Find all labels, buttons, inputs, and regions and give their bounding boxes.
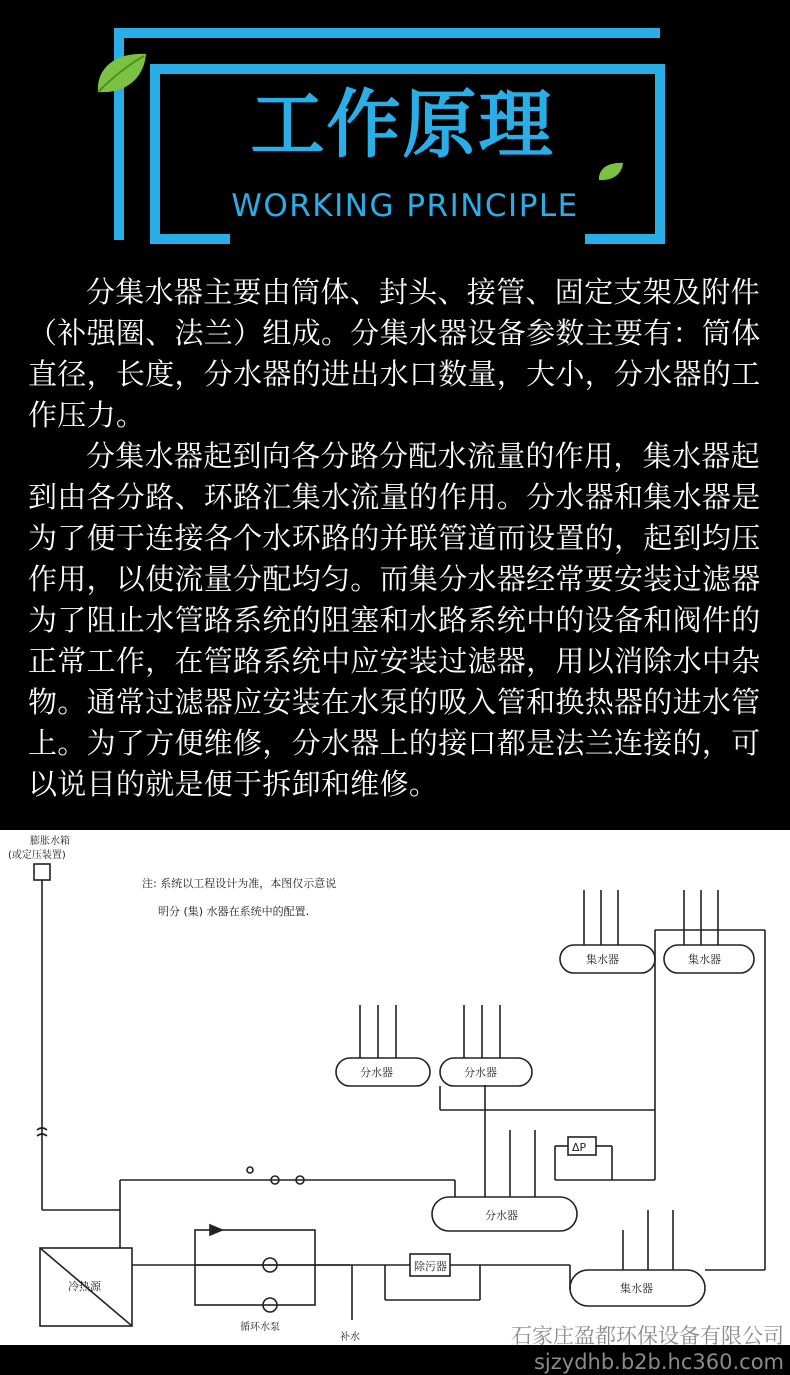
company-url: sjzydhb.b2b.hc360.com: [533, 1350, 784, 1374]
company-watermark: [511, 1323, 784, 1375]
expansion-tank: [34, 864, 50, 880]
paragraph: 分集水器主要由筒体、封头、接管、固定支架及附件（补强圈、法兰）组成。分集水器设备参数主要有：筒体直径，长度，分水器的进出水口数量，大小，分水器的工作压力。: [28, 275, 761, 432]
expansion-tank-label: 膨胀水箱: [30, 836, 70, 847]
manifold-label: 分水器: [464, 1066, 497, 1079]
leaf-icon: [92, 48, 152, 98]
page-title: 工作原理: [250, 82, 555, 168]
company-name: 石家庄盈都环保设备有限公司: [511, 1324, 784, 1348]
manifold-label: 分水器: [360, 1066, 393, 1079]
filter-label: 除污器: [414, 1260, 447, 1273]
chiller-label: 冷热源: [68, 1280, 101, 1293]
note-text: 明分 (集) 水器在系统中的配置.: [158, 905, 310, 918]
frame-bottom-inner-right: [585, 234, 665, 244]
pump-loop: [195, 1230, 315, 1305]
makeup-label: 补水: [340, 1332, 360, 1343]
frame-bottom-inner-left: [150, 234, 230, 244]
pump-label: 循环水泵: [240, 1322, 280, 1333]
piping-schematic: [0, 830, 790, 1345]
expansion-tank-label-sub: (或定压装置): [8, 850, 66, 861]
frame-top-inner: [150, 64, 665, 74]
page-subtitle: WORKING PRINCIPLE: [231, 188, 579, 224]
dp-label: ΔP: [572, 1141, 587, 1154]
note-text: 注: 系统以工程设计为准，本图仅示意说: [142, 877, 337, 890]
collector-label: 集水器: [620, 1282, 653, 1295]
paragraph: 分集水器起到向各分路分配水流量的作用，集水器起到由各分路、环路汇集水流量的作用。分水器和集水器是为了便于连接各个水环路的并联管道而设置的，起到均压作用，以使流量分配均匀。而集分水器经常要安装过滤器为了阻止水管路系统的阻塞和水路系统中的设备和阀件的正常工作，在管路系统中应安装过滤器，用以消除水中杂物。通常过滤器应安装在水泵的吸入管和换热器的进水管上。为了方便维修，分水器上的接口都是法兰连接的，可以说目的就是便于拆卸和维修。: [28, 439, 761, 801]
collector-label: 集水器: [586, 953, 619, 966]
frame-top-outer: [114, 28, 660, 38]
system-diagram: [0, 830, 790, 1345]
manifold-label: 分水器: [485, 1209, 518, 1222]
collector-label: 集水器: [688, 953, 721, 966]
description-text: [28, 272, 768, 805]
